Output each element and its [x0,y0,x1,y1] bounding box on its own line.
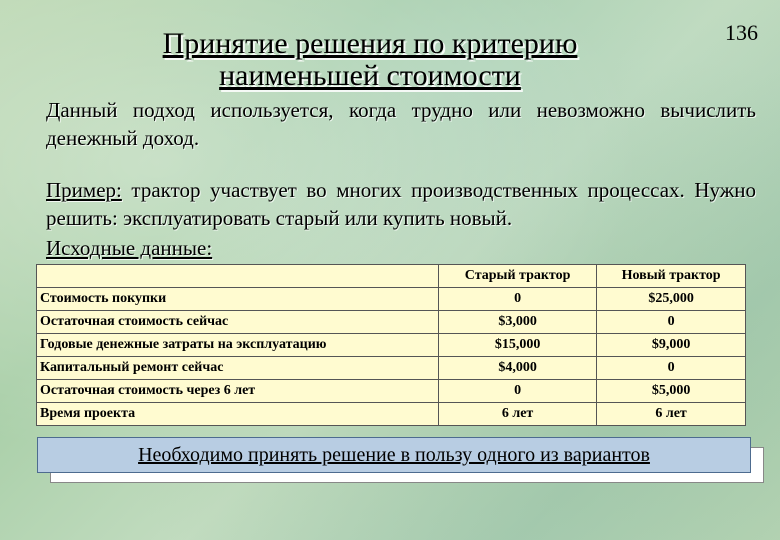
slide-title-line2: наименьшей стоимости [219,59,521,92]
row-label: Капитальный ремонт сейчас [37,357,439,380]
table-header-empty [37,265,439,288]
conclusion-banner [37,437,751,473]
slide-title [0,28,740,92]
table-header-old-tractor: Старый трактор [439,265,597,288]
example-text: трактор участвует во многих производственных процессах. Нужно решить: эксплуатировать старый или купить новый. [46,178,756,230]
table-row [37,311,746,334]
row-label: Остаточная стоимость через 6 лет [37,380,439,403]
table-row [37,403,746,426]
row-label: Время проекта [37,403,439,426]
table-row [37,334,746,357]
old-tractor-value: $3,000 [439,311,597,334]
table-row [37,357,746,380]
page-number: 136 [725,20,758,45]
new-tractor-value: $25,000 [597,288,746,311]
comparison-table [36,264,746,426]
source-data-heading: Исходные данные: [46,236,213,260]
slide-title-line1: Принятие решения по критерию [162,27,578,60]
old-tractor-value: 0 [439,288,597,311]
old-tractor-value: 0 [439,380,597,403]
old-tractor-value: $15,000 [439,334,597,357]
new-tractor-value: 0 [597,357,746,380]
table-row [37,288,746,311]
new-tractor-value: 0 [597,311,746,334]
example-paragraph [46,176,756,232]
new-tractor-value: $9,000 [597,334,746,357]
old-tractor-value: $4,000 [439,357,597,380]
row-label: Стоимость покупки [37,288,439,311]
row-label: Годовые денежные затраты на эксплуатацию [37,334,439,357]
old-tractor-value: 6 лет [439,403,597,426]
example-label: Пример: [46,178,122,202]
conclusion-banner-text: Необходимо принять решение в пользу одного из вариантов [138,444,650,466]
table-row [37,380,746,403]
row-label: Остаточная стоимость сейчас [37,311,439,334]
intro-paragraph: Данный подход используется, когда трудно или невозможно вычислить денежный доход. [46,98,756,150]
new-tractor-value: 6 лет [597,403,746,426]
table-header-row [37,265,746,288]
table-header-new-tractor: Новый трактор [597,265,746,288]
new-tractor-value: $5,000 [597,380,746,403]
